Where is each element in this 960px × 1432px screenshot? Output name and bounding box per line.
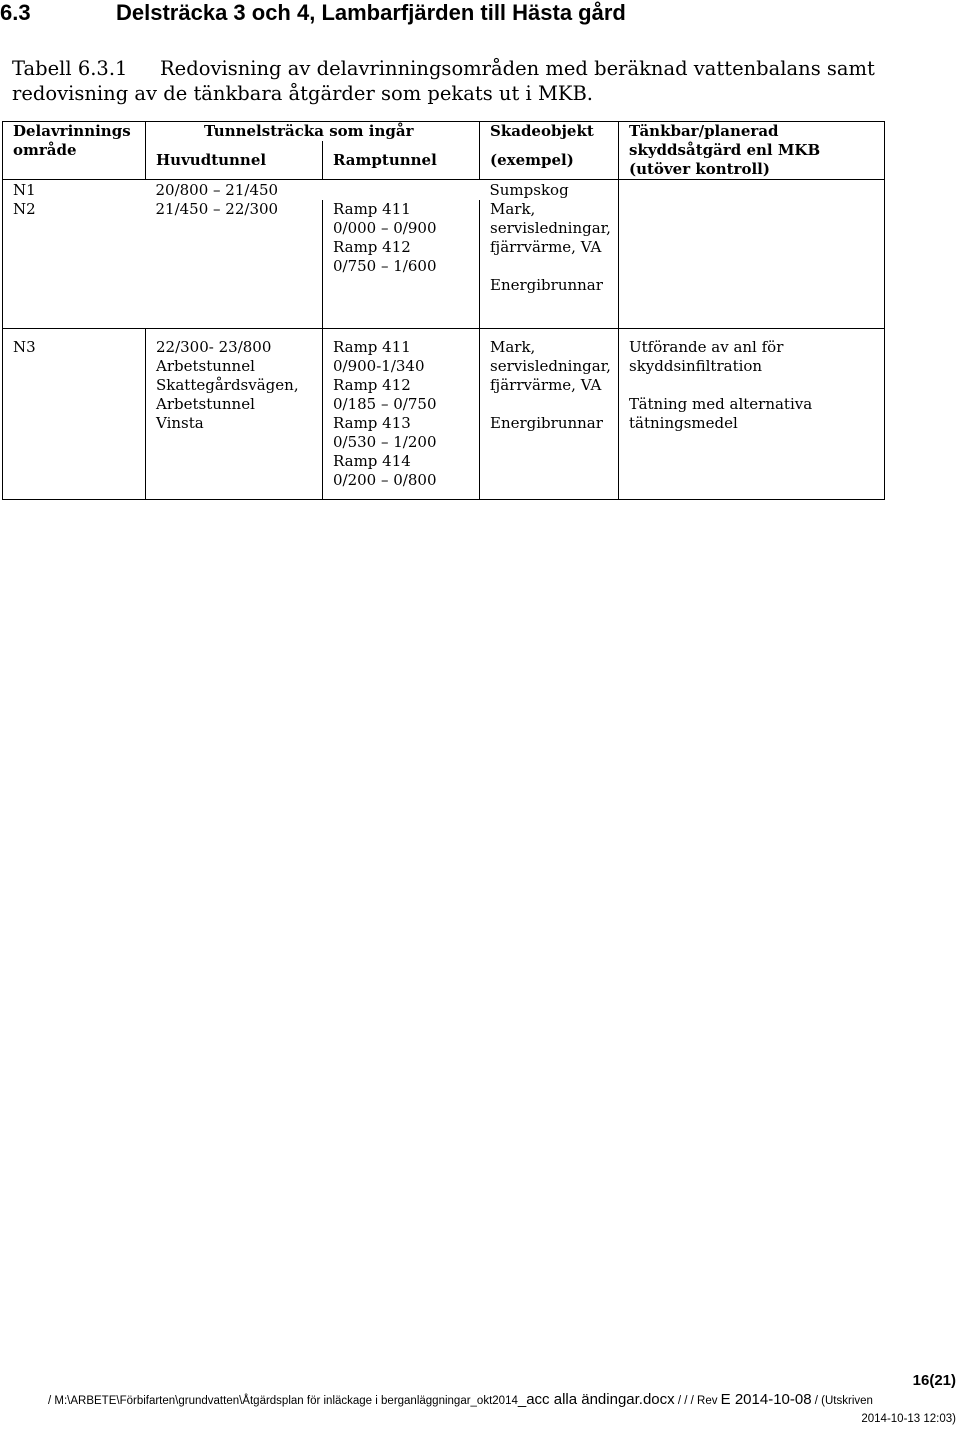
section-number: 6.3	[0, 0, 31, 25]
footer-revision: E 2014-10-08	[720, 1391, 812, 1408]
cell-area: N2	[3, 200, 146, 328]
cell-area: N3	[3, 328, 146, 499]
header-main-tunnel: Huvudtunnel	[146, 141, 323, 180]
cell-ramp	[323, 180, 480, 201]
header-ramp-tunnel: Ramptunnel	[323, 141, 480, 180]
table-caption	[12, 56, 952, 106]
header-row-top	[3, 122, 885, 142]
cell-ramp: Ramp 411 0/000 – 0/900 Ramp 412 0/750 – 1/600	[323, 200, 480, 328]
cell-damage: Sumpskog	[480, 180, 619, 201]
cell-ramp: Ramp 411 0/900-1/340 Ramp 412 0/185 – 0/750 Ramp 413 0/530 – 1/200 Ramp 414 0/200 – 0/800	[323, 328, 480, 499]
table-row	[3, 328, 885, 499]
drainage-area-table	[2, 121, 885, 500]
cell-main: 21/450 – 22/300	[155, 200, 279, 218]
footer-file-name: _acc alla ändingar.docx	[517, 1391, 675, 1408]
cell-measure: Utförande av anl för skyddsinfiltration Tätning med alternativa tätningsmedel	[619, 328, 885, 499]
header-measure: Tänkbar/planerad skyddsåtgärd enl MKB (utöver kontroll)	[619, 122, 885, 180]
cell-measure	[619, 180, 885, 201]
cell-area: N1	[3, 180, 146, 201]
cell-damage: Mark, servisledningar, fjärrvärme, VA Energibrunnar	[480, 328, 619, 499]
footer-print-date: 2014-10-13 12:03)	[861, 1413, 956, 1425]
cell-main: 20/800 – 21/450	[146, 180, 323, 201]
cell-measure	[619, 200, 885, 328]
header-damage: Skadeobjekt	[480, 122, 619, 142]
table-caption-label: Tabell 6.3.1	[12, 57, 128, 80]
header-damage-sub: (exempel)	[480, 141, 619, 180]
page-number: 16(21)	[912, 1372, 956, 1389]
header-area: Delavrinnings område	[3, 122, 146, 180]
footer-path-mid: / / / Rev	[674, 1395, 721, 1407]
cell-main: 22/300- 23/800 Arbetstunnel Skattegårdsvägen, Arbetstunnel Vinsta	[146, 328, 323, 499]
footer-path-suffix: / (Utskriven	[811, 1395, 873, 1407]
footer-path-prefix: / M:\ARBETE\Förbifarten\grundvatten\Åtgärdsplan för inläckage i berganläggningar_okt2014	[48, 1395, 518, 1407]
table-row	[3, 200, 885, 328]
header-tunnel-group: Tunnelsträcka som ingår	[146, 122, 480, 142]
table-caption-text: Redovisning av delavrinningsområden med beräknad vattenbalans samt redovisning av de tänkbara åtgärder som pekats ut i MKB.	[12, 57, 875, 105]
footer-file-path	[48, 1391, 873, 1408]
cell-damage: Mark, servisledningar, fjärrvärme, VA Energibrunnar	[480, 200, 619, 328]
table-row	[3, 180, 885, 201]
section-title: Delsträcka 3 och 4, Lambarfjärden till Hästa gård	[116, 0, 626, 25]
